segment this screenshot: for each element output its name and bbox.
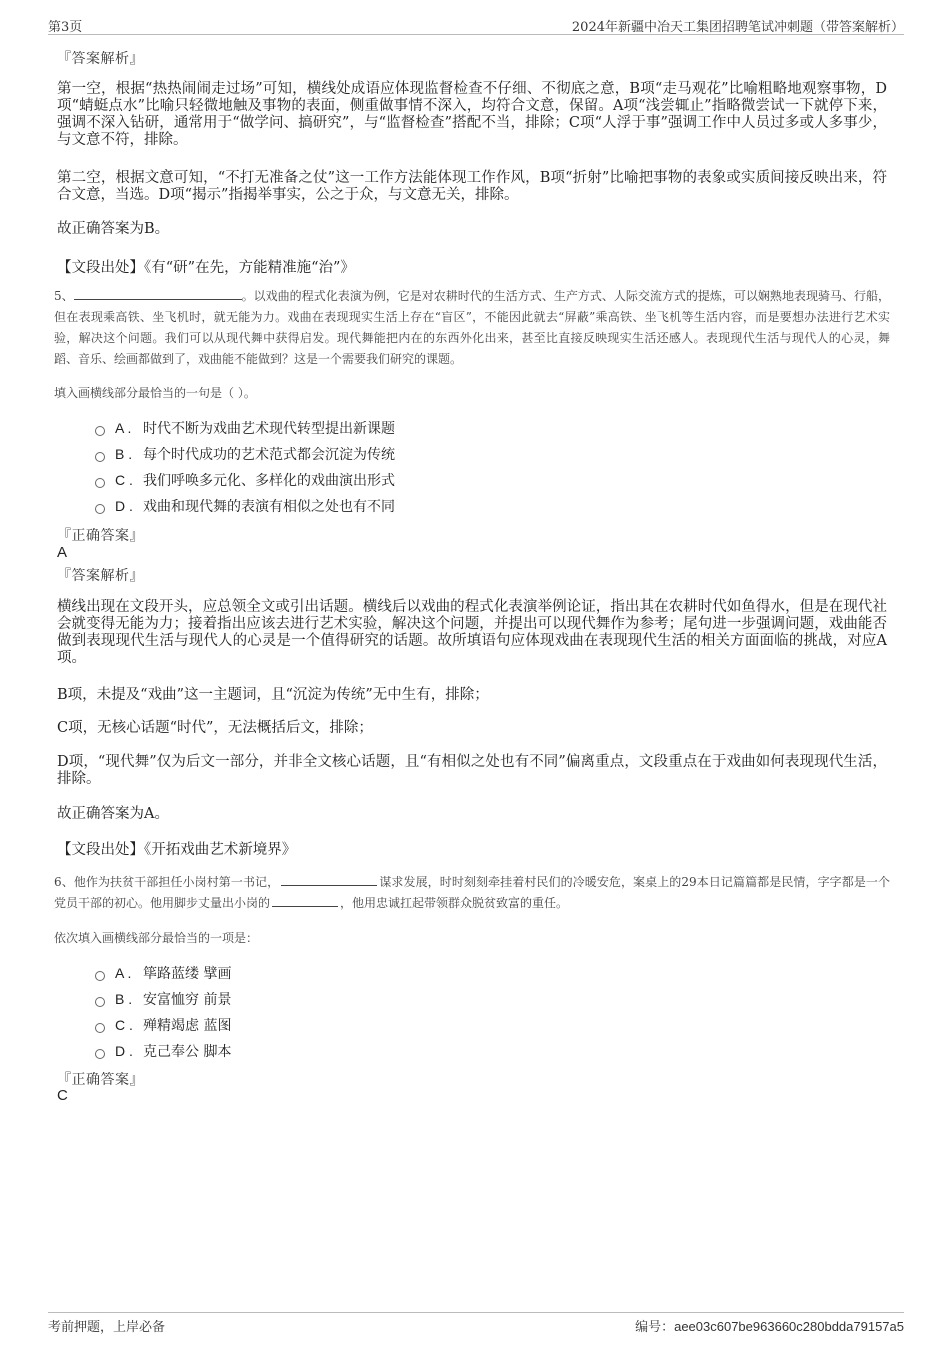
q6-stem-c: ，他用忠诚扛起带领群众脱贫致富的重任。	[340, 896, 569, 910]
q6-option-text: 安富恤穷 前景	[143, 992, 232, 1008]
q5-ask: 填入画横线部分最恰当的一句是（ ）。	[54, 386, 256, 400]
q5-option-d[interactable]	[95, 496, 395, 516]
q5-analysis-p1: 横线出现在文段开头，应总领全文或引出话题。横线后以戏曲的程式化表演举例论证，指出其在农耕时代如鱼得水，但是在现代社会就变得无能为力；接着指出应该去进行艺术实验，解决这个问题，并提出可以现代舞作为参考；尾句进一步强调问题，戏曲能否做到表现现代生活与现代人的心灵是一个值得研究的话题。故所填语句应体现戏曲在表现现代生活的相关方面面临的挑战，对应A项。	[57, 599, 887, 666]
q6-stem	[54, 872, 890, 914]
radio-icon[interactable]	[95, 478, 105, 488]
q5-answer: A	[57, 544, 68, 561]
q6-option-key: B .	[115, 991, 133, 1007]
q5-option-text: 时代不断为戏曲艺术现代转型提出新课题	[143, 421, 395, 437]
q5-blank	[74, 287, 242, 300]
q4-analysis-p2: 第二空，根据文意可知，“不打无准备之仗”这一工作方法能体现工作作风，B项“折射”比喻把事物的表象或实质间接反映出来，符合文意，当选。D项“揭示”指揭举事实，公之于众，与文意无关，排除。	[57, 170, 887, 203]
radio-icon[interactable]	[95, 1049, 105, 1059]
q6-option-text: 殚精竭虑 蓝图	[143, 1018, 232, 1034]
q5-analysis-p4: D项，“现代舞”仅为后文一部分，并非全文核心话题，且“有相似之处也有不同”偏离重点，文段重点在于戏曲如何表现现代生活，排除。	[57, 754, 887, 787]
q6-option-c[interactable]	[95, 1015, 231, 1035]
q6-option-b[interactable]	[95, 989, 231, 1009]
page-number: 第3页	[48, 20, 83, 35]
document-title: 2024年新疆中冶天工集团招聘笔试冲刺题（带答案解析）	[571, 20, 904, 35]
q5-option-c[interactable]	[95, 470, 395, 490]
q6-option-a[interactable]	[95, 963, 231, 983]
q6-option-text: 筚路蓝缕 擘画	[143, 966, 232, 982]
radio-icon[interactable]	[95, 971, 105, 981]
q6-option-key: C .	[115, 1017, 133, 1033]
q5-stem	[54, 286, 890, 370]
q6-option-key: D .	[115, 1043, 133, 1059]
q4-conclusion: 故正确答案为B。	[57, 221, 170, 237]
q5-stem-text: 。以戏曲的程式化表演为例，它是对农耕时代的生活方式、生产方式、人际交流方式的提炼，可以娴熟地表现骑马、行船，但在表现乘高铁、坐飞机时，就无能为力。戏曲在表现现实生活上存在“盲区”，不能因此就去“屏蔽”乘高铁、坐飞机等生活内容，而是要想办法进行艺术实验，解决这个问题。我们可以从现代舞中获得启发。现代舞能把内在的东西外化出来，甚至比直接反映现实生活还感人。表现现代生活与现代人的心灵，舞蹈、音乐、绘画都做到了，戏曲能不能做到？这是一个需要我们研究的课题。	[54, 289, 890, 366]
page-footer	[48, 1312, 904, 1335]
q5-option-key: B .	[115, 446, 133, 462]
q6-stem-a: 他作为扶贫干部担任小岗村第一书记，	[73, 875, 280, 889]
radio-icon[interactable]	[95, 426, 105, 436]
footer-slogan: 考前押题，上岸必备	[48, 1320, 166, 1335]
q4-source: 【文段出处】《有“研”在先，方能精准施“治”》	[57, 260, 355, 276]
q6-blank-1	[281, 873, 377, 886]
q6-option-key: A .	[115, 965, 132, 981]
q5-source: 【文段出处】《开拓戏曲艺术新境界》	[57, 842, 297, 858]
radio-icon[interactable]	[95, 452, 105, 462]
page-header	[48, 14, 904, 35]
q5-option-text: 我们呼唤多元化、多样化的戏曲演出形式	[143, 473, 395, 489]
q4-analysis-p1: 第一空，根据“热热闹闹走过场”可知，横线处成语应体现监督检查不仔细、不彻底之意，B项“走马观花”比喻粗略地观察事物，D项“蜻蜓点水”比喻只轻微地触及事物的表面，侧重做事情不深入，均符合文意，保留。A项“浅尝辄止”指略微尝试一下就停下来，强调不深入钻研，通常用于“做学问、搞研究”，与“监督检查”搭配不当，排除；C项“人浮于事”强调工作中人员过多或人多事少，与文意不符，排除。	[57, 81, 887, 148]
q5-option-text: 戏曲和现代舞的表演有相似之处也有不同	[143, 499, 395, 515]
q5-option-key: D .	[115, 498, 133, 514]
q6-stem-b: 谋求发展，时时刻刻牵挂着村民们的冷暖安危，案桌上的29本日记篇篇都是民情，字字都是一个党员干部的初心。他用脚步丈量出小岗的	[54, 875, 890, 910]
q5-option-a[interactable]	[95, 418, 395, 438]
radio-icon[interactable]	[95, 504, 105, 514]
q5-option-key: C .	[115, 472, 133, 488]
q5-analysis-label: 『答案解析』	[57, 568, 144, 584]
q6-answer-label: 『正确答案』	[57, 1072, 144, 1088]
radio-icon[interactable]	[95, 997, 105, 1007]
q5-option-text: 每个时代成功的艺术范式都会沉淀为传统	[143, 447, 395, 463]
q4-analysis-label: 『答案解析』	[57, 51, 144, 67]
q6-answer: C	[57, 1087, 68, 1104]
footer-code-value: aee03c607be963660c280bdda79157a5	[674, 1319, 904, 1334]
q5-option-b[interactable]	[95, 444, 395, 464]
q5-number: 5、	[54, 289, 74, 303]
q5-analysis-p2: B项，未提及“戏曲”这一主题词，且“沉淀为传统”无中生有，排除；	[57, 687, 489, 703]
q6-ask: 依次填入画横线部分最恰当的一项是：	[54, 931, 259, 945]
q6-option-d[interactable]	[95, 1041, 231, 1061]
q5-answer-label: 『正确答案』	[57, 528, 144, 544]
radio-icon[interactable]	[95, 1023, 105, 1033]
footer-code-label: 编号：	[635, 1320, 675, 1335]
q5-analysis-p3: C项，无核心话题“时代”，无法概括后文，排除；	[57, 720, 373, 736]
q5-option-key: A .	[115, 420, 132, 436]
q6-option-text: 克己奉公 脚本	[143, 1044, 232, 1060]
q6-number: 6、	[54, 875, 74, 889]
footer-code	[635, 1316, 904, 1335]
q5-conclusion: 故正确答案为A。	[57, 806, 169, 822]
q6-blank-2	[272, 894, 338, 907]
